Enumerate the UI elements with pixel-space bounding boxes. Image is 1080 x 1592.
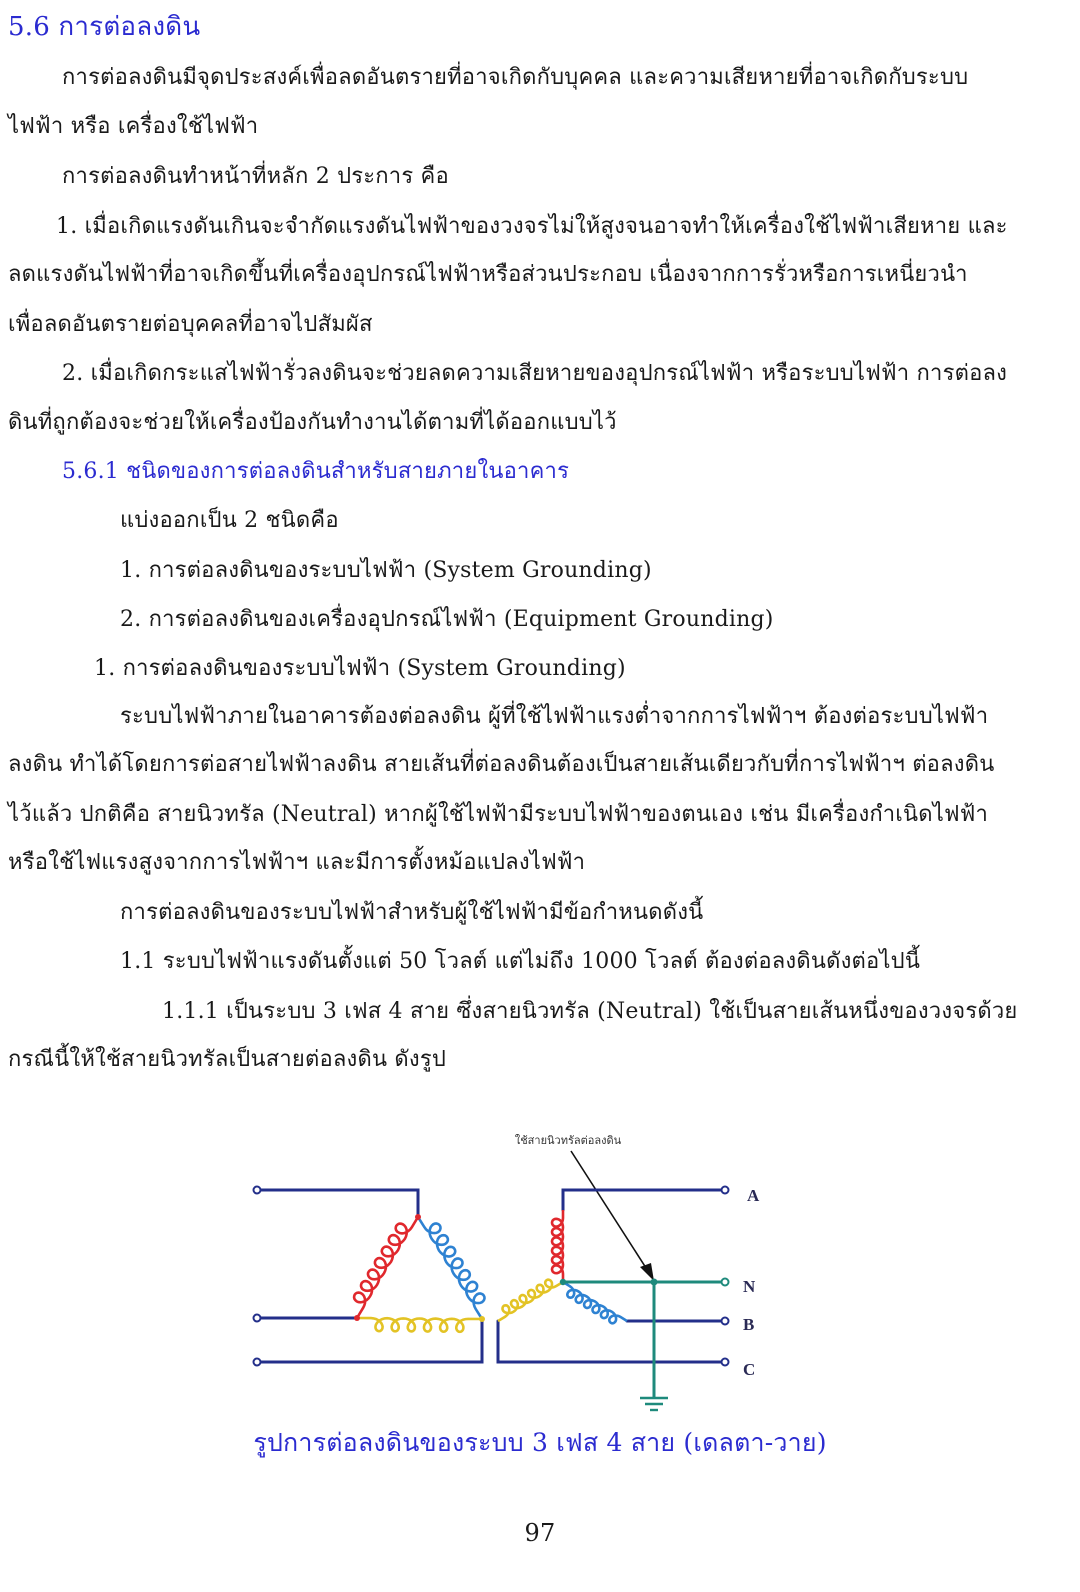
- terminal: [722, 1187, 729, 1194]
- wye-wires: [498, 1190, 724, 1362]
- paragraph-line: ระบบไฟฟ้าภายในอาคารต้องต่อลงดิน ผู้ที่ใช้ไฟฟ้าแรงต่ำจากการไฟฟ้าฯ ต้องต่อระบบไฟฟ้า: [120, 704, 989, 729]
- terminal: [254, 1315, 261, 1322]
- delta-coil-red: [354, 1217, 418, 1318]
- list-item: 1.1.1 เป็นระบบ 3 เฟส 4 สาย ซึ่งสายนิวทรัล (Neutral) ใช้เป็นสายเส้นหนึ่งของวงจรด้วย: [162, 999, 1018, 1024]
- list-item: 2. เมื่อเกิดกระแสไฟฟ้ารั่วลงดินจะช่วยลดความเสียหายของอุปกรณ์ไฟฟ้า หรือระบบไฟฟ้า การต่อลง: [62, 361, 1008, 386]
- page-number: 97: [524, 1519, 556, 1547]
- list-item: 1.1 ระบบไฟฟ้าแรงดันตั้งแต่ 50 โวลต์ แต่ไม่ถึง 1000 โวลต์ ต้องต่อลงดินดังต่อไปนี้: [120, 949, 921, 974]
- delta-node: [415, 1214, 421, 1220]
- neutral-ground-path: [563, 1282, 724, 1397]
- list-item: 1. การต่อลงดินของระบบไฟฟ้า (System Grounding): [94, 656, 626, 681]
- list-item: 1. เมื่อเกิดแรงดันเกินจะจำกัดแรงดันไฟฟ้าของวงจรไม่ให้สูงจนอาจทำให้เครื่องใช้ไฟฟ้าเสียหาย และ: [56, 214, 1008, 239]
- paragraph-line: ลงดิน ทำได้โดยการต่อสายไฟฟ้าลงดิน สายเส้นที่ต่อลงดินต้องเป็นสายเส้นเดียวกับที่การไฟฟ้าฯ ต่อลงดิน: [8, 752, 995, 777]
- wye-coil-red: [552, 1210, 563, 1282]
- ground-symbol: [640, 1398, 668, 1410]
- paragraph-line: ดินที่ถูกต้องจะช่วยให้เครื่องป้องกันทำงานได้ตามที่ได้ออกแบบไว้: [8, 410, 617, 435]
- paragraph-line: การต่อลงดินทำหน้าที่หลัก 2 ประการ คือ: [62, 164, 449, 189]
- paragraph-line: ไฟฟ้า หรือ เครื่องใช้ไฟฟ้า: [8, 114, 259, 139]
- section-heading: 5.6 การต่อลงดิน: [8, 12, 201, 42]
- line-label-a: A: [747, 1186, 760, 1205]
- delta-node: [354, 1315, 360, 1321]
- delta-wye-grounding-diagram: [0, 1125, 1080, 1425]
- wye-coil-blue: [563, 1282, 627, 1323]
- delta-coil-yellow: [357, 1318, 482, 1332]
- paragraph-line: หรือใช้ไฟแรงสูงจากการไฟฟ้าฯ และมีการตั้งหม้อแปลงไฟฟ้า: [8, 850, 586, 875]
- paragraph-line: ไว้แล้ว ปกติคือ สายนิวทรัล (Neutral) หากผู้ใช้ไฟฟ้ามีระบบไฟฟ้าของตนเอง เช่น มีเครื่องกำเนิดไฟฟ้า: [8, 802, 989, 827]
- paragraph-line: การต่อลงดินของระบบไฟฟ้าสำหรับผู้ใช้ไฟฟ้ามีข้อกำหนดดังนี้: [120, 900, 704, 925]
- terminal: [722, 1279, 729, 1286]
- line-label-n: N: [743, 1277, 756, 1296]
- paragraph-line: เพื่อลดอันตรายต่อบุคคลที่อาจไปสัมผัส: [8, 312, 373, 337]
- line-label-b: B: [743, 1315, 755, 1334]
- wye-coil-yellow: [498, 1280, 563, 1321]
- terminal: [254, 1187, 261, 1194]
- list-item: 2. การต่อลงดินของเครื่องอุปกรณ์ไฟฟ้า (Equipment Grounding): [120, 607, 774, 632]
- paragraph-line: ลดแรงดันไฟฟ้าที่อาจเกิดขึ้นที่เครื่องอุปกรณ์ไฟฟ้าหรือส่วนประกอบ เนื่องจากการรั่วหรือการเหนี่ยวนำ: [8, 262, 968, 287]
- terminal: [722, 1359, 729, 1366]
- subsection-heading: 5.6.1 ชนิดของการต่อลงดินสำหรับสายภายในอาคาร: [62, 459, 570, 484]
- annotation-arrow-line: [571, 1151, 648, 1271]
- terminal: [254, 1359, 261, 1366]
- paragraph-line: แบ่งออกเป็น 2 ชนิดคือ: [120, 508, 339, 533]
- delta-wires: [258, 1190, 482, 1362]
- list-item: 1. การต่อลงดินของระบบไฟฟ้า (System Grounding): [120, 558, 652, 583]
- delta-node: [479, 1316, 485, 1322]
- annotation-arrow-head: [640, 1263, 654, 1281]
- neutral-junction: [651, 1279, 658, 1286]
- figure-caption: รูปการต่อลงดินของระบบ 3 เฟส 4 สาย (เดลตา-วาย): [253, 1428, 827, 1457]
- paragraph-line: การต่อลงดินมีจุดประสงค์เพื่อลดอันตรายที่อาจเกิดกับบุคคล และความเสียหายที่อาจเกิดกับระบบ: [62, 65, 969, 90]
- terminal: [722, 1318, 729, 1325]
- neutral-ground-annotation: ใช้สายนิวทรัลต่อลงดิน: [514, 1134, 622, 1147]
- paragraph-line: กรณีนี้ให้ใช้สายนิวทรัลเป็นสายต่อลงดิน ดังรูป: [8, 1047, 447, 1072]
- line-label-c: C: [743, 1360, 756, 1379]
- delta-coil-blue: [418, 1217, 485, 1319]
